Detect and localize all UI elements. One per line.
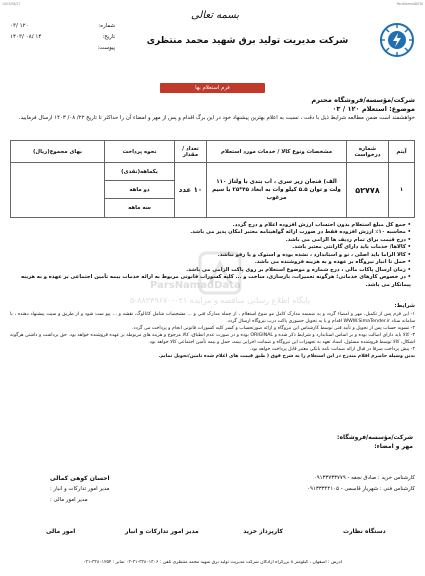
browser-print-header: [2, 2, 423, 7]
company-name: شرکت مدیریت تولید برق شهید محمد منتظری: [146, 36, 349, 46]
note-item: • حمل تا انبار نیروگاه بر عهده و به هزینه فروشنده می باشد.: [254, 259, 411, 266]
letter-date: ۱۴۰۳/ ۰۸/ ۱۴: [10, 33, 42, 40]
number-label: شماره:: [98, 22, 115, 29]
finance-manager-title: مدیر امور مالی :: [50, 497, 88, 503]
footer-heading: کارپرداز خرید: [243, 528, 283, 535]
col-payment: نحوه پرداخت: [105, 141, 175, 163]
buyer-contact: کارشناس خرید : صادق نجفه - ۰۹۱۳۳۷۳۳۷۷۹: [313, 475, 415, 481]
print-date: 1403/08/27: [2, 2, 21, 6]
subject: موضوع: استعلام ۱۲۰ / ۰۳: [332, 105, 415, 113]
watermark-tagline: پایگاه اطلاع رسانی مناقصه و مزایده: [189, 296, 311, 305]
note-item: • جمع کل مبلغ استعلام بدون احتساب ارزش افزوده اعلام و درج گردد.: [232, 222, 411, 228]
col-row: آیتم: [389, 141, 415, 163]
watermark-text: ParsNamadData: [150, 280, 241, 291]
footer-heading: امور مالی: [45, 528, 76, 535]
payment-option: دو ماهه: [105, 181, 174, 199]
col-request-no: شماره درخواست: [347, 141, 389, 163]
attachment-label: پیوست:: [97, 44, 115, 51]
notes-list: [14, 222, 411, 289]
cell-payment: [105, 163, 175, 218]
company-logo-icon: [379, 22, 415, 58]
condition-item: ۴- پیش پرداخت صرفا در قبال ارائه ضمانت نامه بانکی معتبر قابل پرداخت خواهد بود.: [250, 347, 415, 353]
date-label: تاریخ:: [102, 33, 115, 40]
payment-option: سه ماهه: [128, 205, 151, 211]
note-item: • کالا الزاما باید اصلی ، نو و استاندارد ، نشده بوده و استوک و یا رفو نباشد.: [217, 251, 411, 258]
footer-address: آدرس : اصفهان ، کیلومتر ۸ بزرگراه آزادگان شرکت مدیریت تولید برق شهید محمد منتظری تلفن : ۳۳۸۰۱۳۰۶-۳۱-۰۳ نمابر : ۳۳۸۰۱۲۵۴-۰۳۱: [83, 560, 342, 565]
cell-qty: ۱۰ عدد: [175, 163, 207, 218]
note-item: • در خصوص کارهای خدماتی؛ هرگونه تعمیرات، بازسازی، ساخت و ... کلیه کسورات قانونی مربوط به ارائه خدمات بیمه تأمین اجتماعی بر عهده و به هزینه پیمانکار می باشد.: [20, 274, 411, 288]
technical-contact: کارشناس فنی : شهریار قاسمی - ۰۹۱۳۳۳۴۴۱۰۵: [307, 486, 415, 492]
table-row: [11, 163, 415, 218]
basmala: بسمه تعالی: [190, 10, 240, 21]
condition-item: ۲- تسویه حساب پس از تحویل و تأیید فنی توسط کارشناس این نیروگاه و ارائه صورتحساب و کسر کلیه کسورات قانونی انجام و پرداخت می گردد.: [132, 326, 415, 332]
procurement-manager-name: احسان کوهی کمالی: [50, 475, 110, 482]
intro-paragraph: خواهشمند است ضمن مطالعه شرایط ذیل با دقت ، نسبت به اعلام بهترین پیشنهاد خود در این برگ اقدام و پس از مهر و امضاء آن را حداکثر تا تاریخ ۲۲/ ۰۸/ ۱۴۰۳ ارسال فرمایید.: [18, 115, 415, 121]
contacts-section: [10, 475, 415, 503]
commitment-statement: بدین وسیله حاضرم اقلام مندرج در این استعلام را به شرح فوق ( طبق قیمت های اعلام شده تامین/تحویل نمایم.: [158, 354, 415, 360]
watermark-subtext: [130, 296, 310, 305]
footer-signature-headings: [10, 528, 415, 535]
conditions-title: شرایط:: [394, 303, 415, 309]
cell-spec: الف) فنجان زیر سری ، اب بندی با ولتاژ ۱۱۰ ولت و توان ۵.۵ کیلو وات به ابعاد ۴۵*۲۵ با سیم مرغوب: [207, 163, 347, 218]
items-table: [10, 140, 415, 218]
intro-section: [10, 96, 415, 123]
cell-total-price: [11, 163, 105, 218]
col-spec: مشخصات ونوع کالا / خدمات مورد استعلام: [207, 141, 347, 163]
watermark-phone: ۰۲۱-۸۸۳۴۹۶۷۰-۵: [130, 296, 188, 305]
signature-block: [337, 433, 413, 451]
cell-request-no: ۵۲۷۷۸: [347, 163, 389, 218]
note-item: • کالاها/ خدمات باید دارای گارانتی معتبر باشد.: [292, 244, 411, 251]
form-title-banner: فرم استعلام بها: [160, 83, 265, 93]
vendor-name-label: شرکت/مؤسسه/فروشگاه:: [337, 434, 413, 441]
letterhead: [10, 20, 415, 62]
procurement-manager-title: مدیر امور تدارکات و انبار :: [50, 486, 110, 492]
print-source: ParsNamadDATA: [396, 2, 423, 6]
letter-number: ۰۳/ ۱۲۰: [10, 22, 29, 29]
note-item: • زمان ارسال پاکات مالی ، درج شماره و موضوع استعلام بر روی پاکت الزامی می باشد.: [186, 266, 411, 273]
cell-row: ۱: [389, 163, 415, 218]
letter-meta: [10, 20, 115, 53]
table-header-row: [11, 141, 415, 163]
note-item: • درج قیمت برای تمام ردیف ها الزامی می باشد.: [285, 236, 411, 243]
payment-option: یکماهه(نقدی): [105, 163, 174, 181]
conditions-list: [10, 311, 415, 360]
footer-heading: مدیر امور تدارکات و انبار: [125, 528, 199, 535]
stamp-signature-label: مهر و امضاء:: [374, 443, 413, 450]
footer-heading: دستگاه نظارت: [343, 528, 386, 535]
condition-item: ۱- این فرم پس از تکمیل، مهر و امضاء گردد و به ضمیمه مدارک کامل مو ضوع استعلام ، از جمله مدارک فنی و ... مشخصات شامل کاتالوگ، نقشه و ... پیو ست شود و از طریق و سیت پیشنهاد دهنده ، با سامانه ستاد WWW.SimaTender.ir اقدام و یا به تحویل حضوری پاکت درب نیروگاه ارسال گردد.: [10, 312, 415, 325]
note-item: • محاسبه ۱۰٪ ارزش افزوده فقط در صورت ارائه گواهینامه معتبر امکان پذیر می باشد.: [190, 229, 411, 236]
addressee: شرکت/مؤسسه/فروشگاه محترم: [311, 96, 415, 104]
condition-item: ۳- کالا باید دارای اصالت بوده و بر اساس استاندارد و شرایط ذکر شده و ORIGINAL بوده و در صورت عدم انطباق، کالا مرجوع و هزینه های مربوطه بر عهده فروشنده خواهد بود. حق برداشت و داشتن هرگونه اشکال، کالا توسط فروشنده مسئول، اسناد تعهد به تجهیزات این نیروگاه و ضمانت اجرایی بیمه، حمل و بیمه تأمین اجتماعی کالا خواهد بود.: [10, 333, 415, 346]
col-total-price: بهای مجموع(ریال): [11, 141, 105, 163]
col-qty: تعداد / مقدار: [175, 141, 207, 163]
